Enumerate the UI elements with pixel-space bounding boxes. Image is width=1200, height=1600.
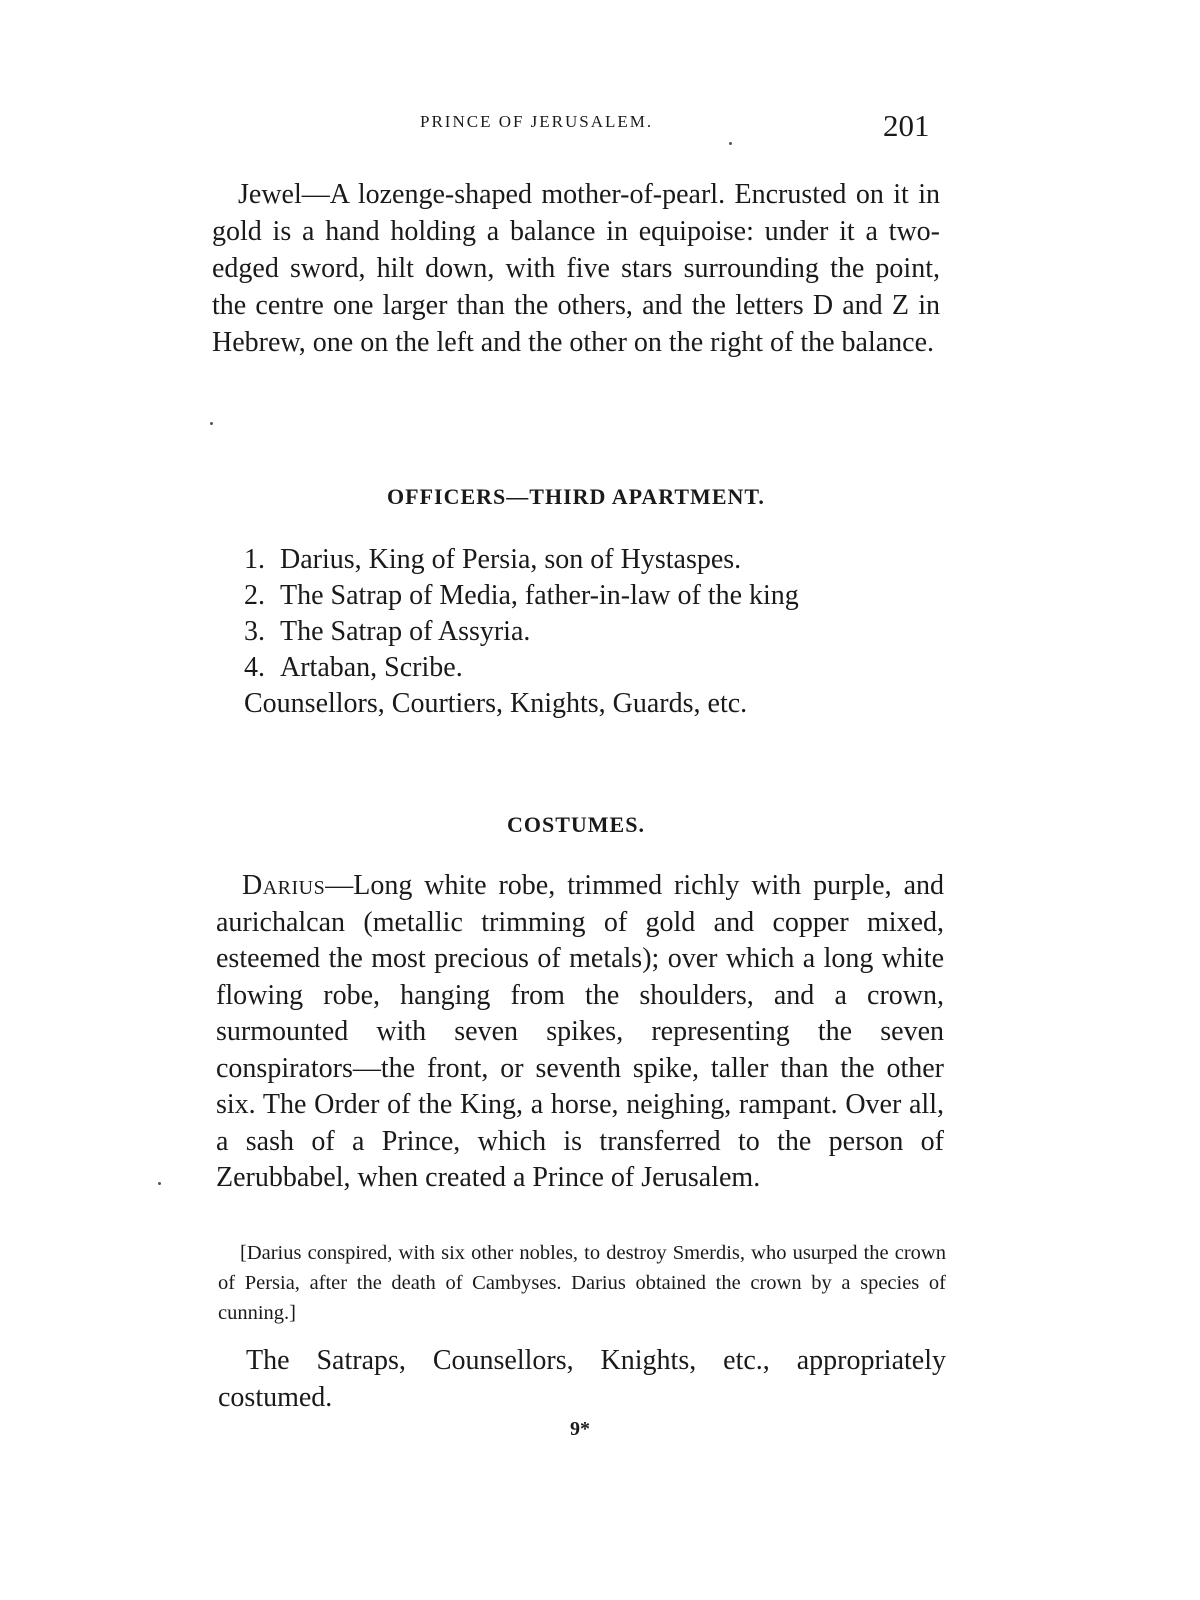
- list-item-number: 3.: [244, 616, 265, 647]
- signature-mark: 9*: [570, 1418, 590, 1440]
- darius-costume-text: —Long white robe, trimmed richly with purple, and aurichalcan (metallic trimming of gold and copper mixed, esteemed the most precious of metals); over which a long white flowing robe, hanging from the shoulders, and a crown, surmounted with seven spikes, representing the seven conspirators—the front, or seventh spike, taller than the other six. The Order of the King, a horse, neighing, rampant. Over all, a sash of a Prince, which is transferred to the person of Zerubbabel, when created a Prince of Jerusalem.: [216, 870, 944, 1193]
- list-item: [244, 650, 944, 686]
- list-item-text: The Satrap of Media, father-in-law of the king: [280, 580, 799, 611]
- running-head: PRINCE OF JERUSALEM.: [420, 112, 654, 131]
- print-speck: [158, 1182, 161, 1185]
- satraps-paragraph: The Satraps, Counsellors, Knights, etc., appropriately costumed.: [218, 1345, 946, 1413]
- officers-list: [244, 542, 944, 722]
- list-item-others: Counsellors, Courtiers, Knights, Guards, etc.: [244, 688, 748, 719]
- list-item: [244, 578, 944, 614]
- list-item-number: 4.: [244, 652, 265, 683]
- list-item-text: Darius, King of Persia, son of Hystaspes.: [280, 544, 742, 575]
- page-number: 201: [883, 108, 930, 143]
- list-item-text: Artaban, Scribe.: [280, 652, 463, 683]
- costumes-heading: COSTUMES.: [507, 812, 645, 837]
- jewel-paragraph: Jewel—A lozenge-shaped mother-of-pearl. Encrusted on it in gold is a hand holding a balance in equipoise: under it a two-edged sword, hilt down, with five stars surrounding the point, the centre one larger than the others, and the letters D and Z in Hebrew, one on the left and the other on the right of the balance.: [212, 179, 940, 358]
- officers-heading: OFFICERS—THIRD APARTMENT.: [387, 484, 765, 509]
- darius-lead-word: Darius: [242, 870, 326, 901]
- list-item-number: 1.: [244, 544, 265, 575]
- print-speck: [210, 422, 213, 425]
- list-item-text: The Satrap of Assyria.: [280, 616, 531, 647]
- print-speck: [729, 142, 732, 145]
- list-item: [244, 542, 944, 578]
- darius-costume-paragraph: [216, 868, 944, 1197]
- list-item-number: 2.: [244, 580, 265, 611]
- list-item: [244, 614, 944, 650]
- historical-note: [Darius conspired, with six other nobles, to destroy Smerdis, who usurped the crown of Persia, after the death of Cambyses. Darius obtained the crown by a species of cunning.]: [218, 1242, 946, 1324]
